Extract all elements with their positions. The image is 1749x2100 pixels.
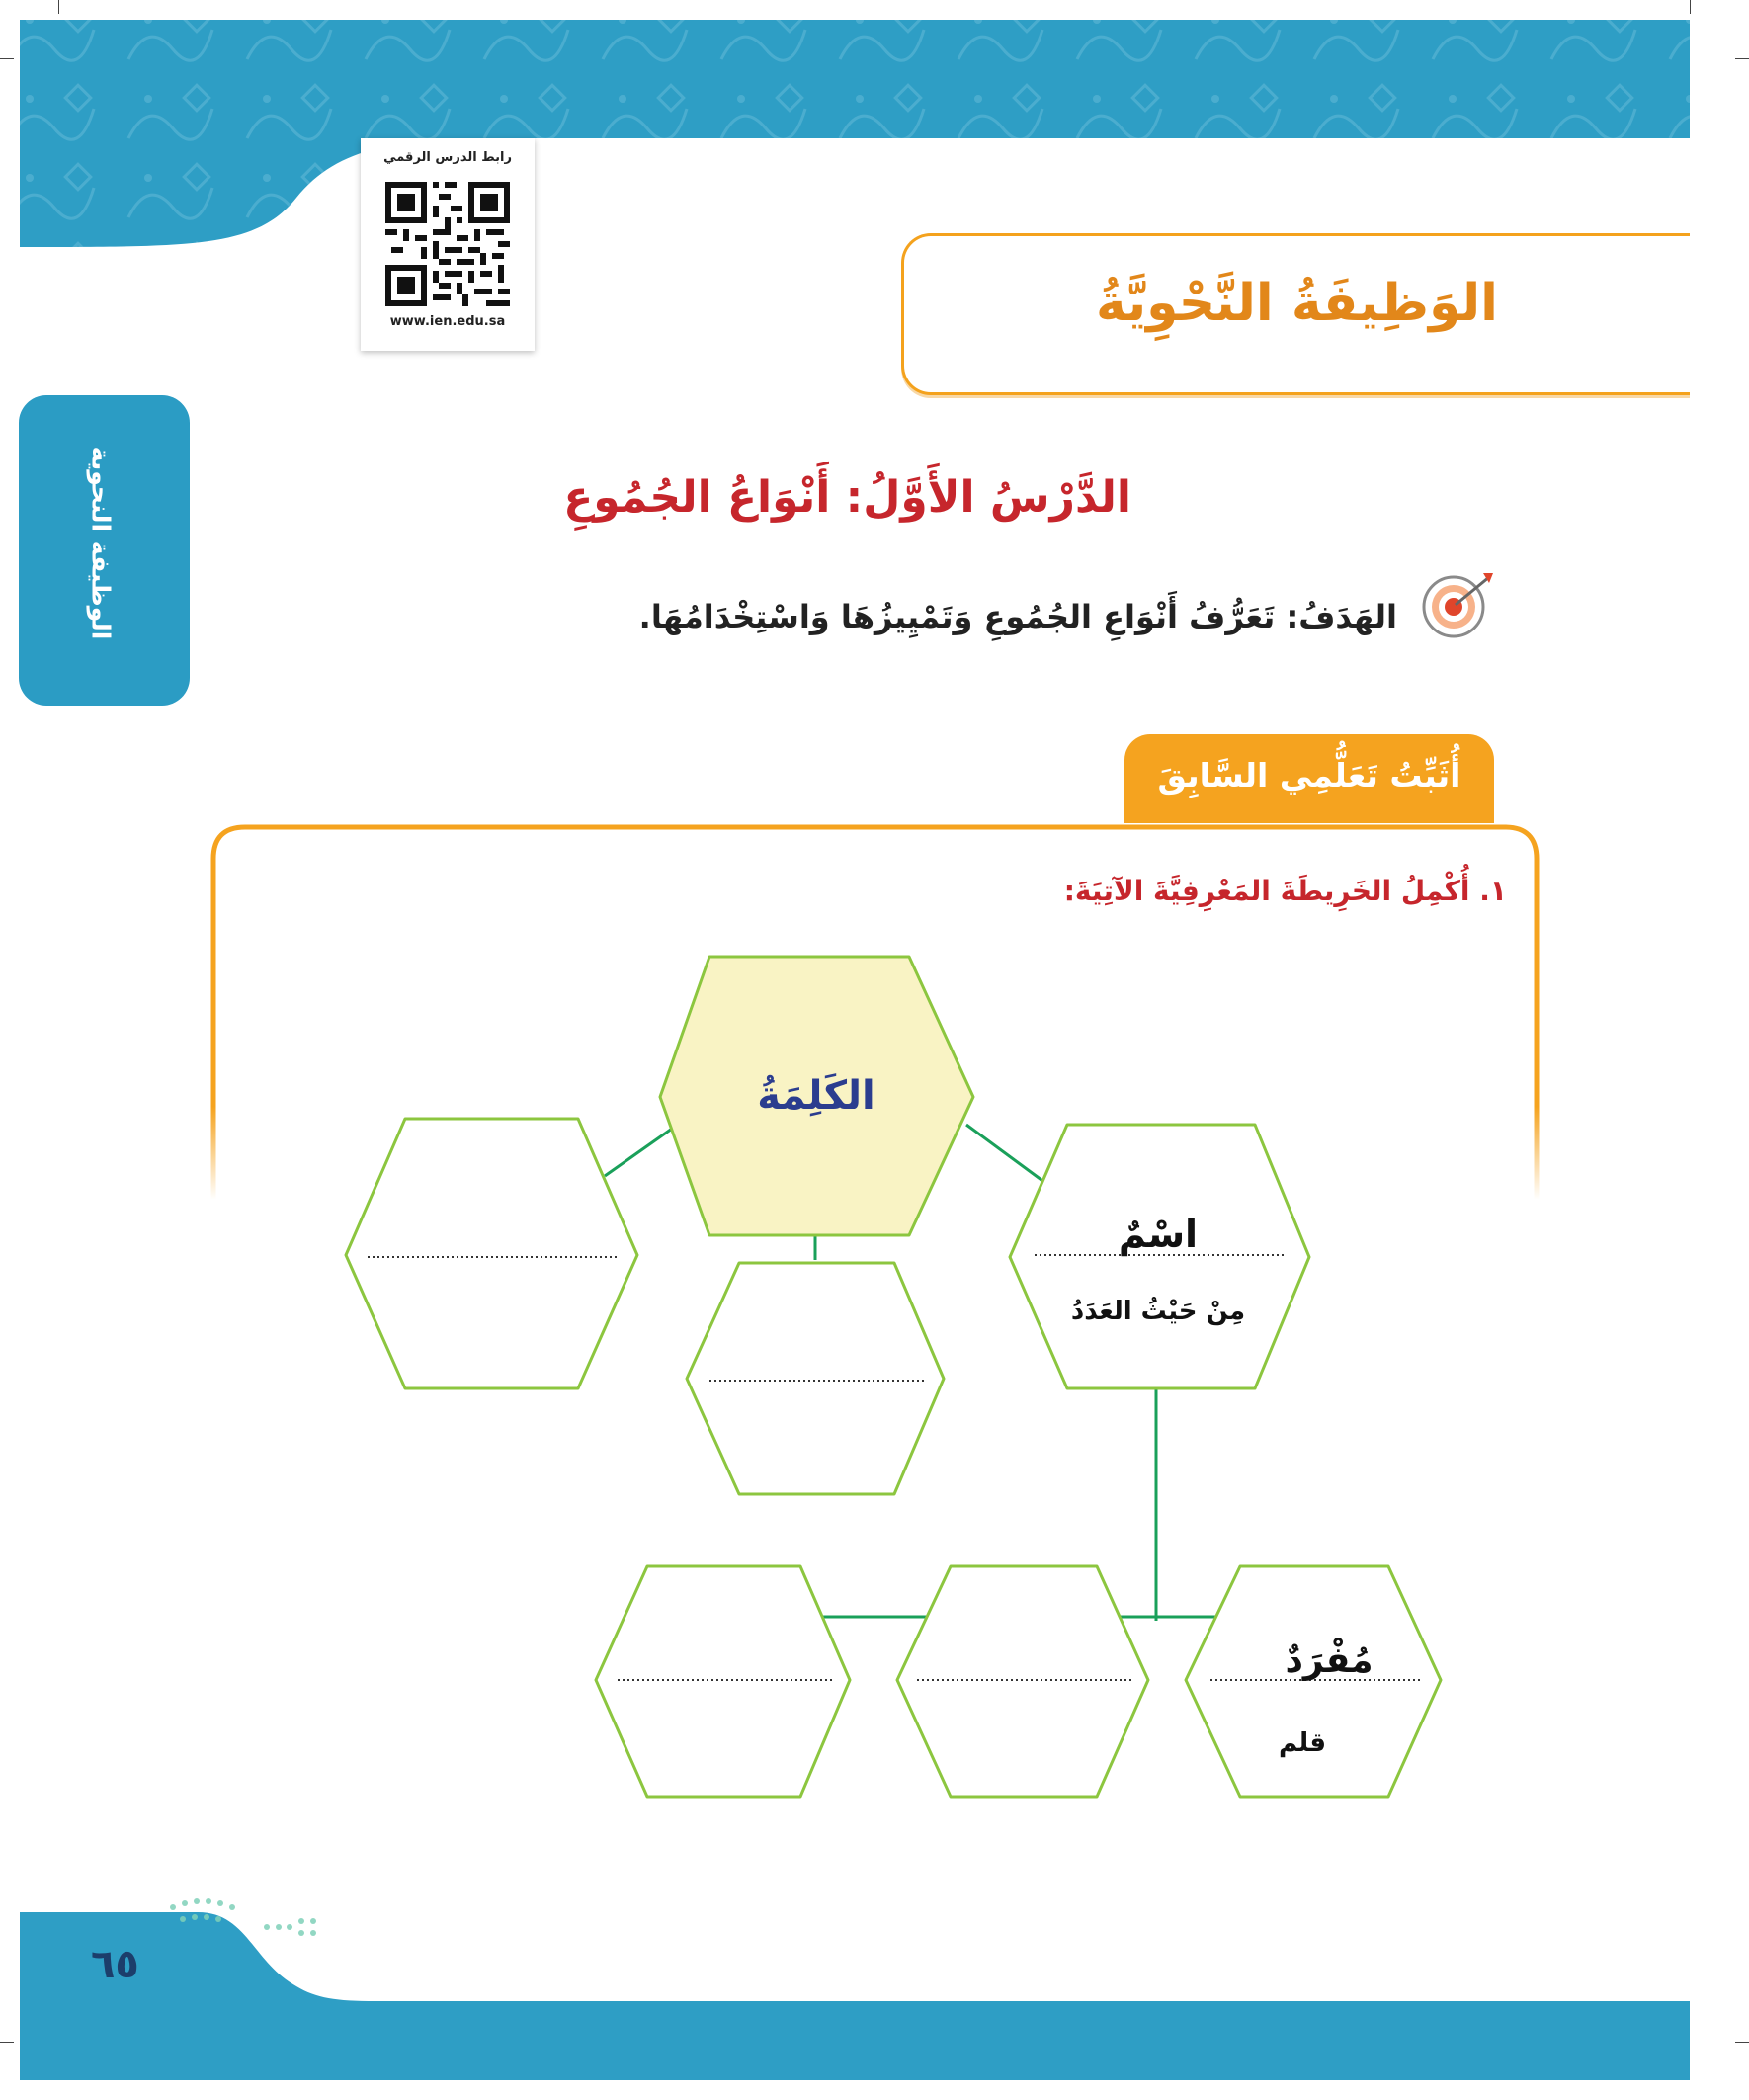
noun-word: اسْمٌ: [1118, 1213, 1199, 1256]
singular-word: مُفْرَدٌ: [1285, 1640, 1374, 1681]
unit-title: الوَظِيفَةُ النَّحْوِيَّةُ: [1096, 274, 1498, 333]
singular-example: قلم: [1278, 1728, 1327, 1758]
noun-subtitle: مِنْ حَيْثُ العَدَدُ: [1070, 1297, 1246, 1326]
page-number: ٦٥: [91, 1942, 139, 1987]
qr-url[interactable]: www.ien.edu.sa: [389, 314, 506, 329]
exercise-instruction: ١. أُكْمِلُ الخَرِيطَةَ المَعْرِفِيَّةَ الآتِيَةَ:: [1063, 875, 1507, 907]
lesson-title: الدَّرْسُ الأَوَّلُ: أَنْوَاعُ الجُمُوعِ: [563, 472, 1131, 523]
side-tab-label: الوظيفة النحوية: [86, 446, 116, 640]
goal-label: الهَدَفُ:: [1286, 598, 1397, 635]
section-label: أُثَبِّتُ تَعَلُّمِي السَّابِقَ: [1157, 756, 1461, 795]
qr-title: رابط الدرس الرقمي: [383, 150, 512, 165]
center-word: الكَلِمَةُ: [757, 1073, 875, 1119]
goal-text: تَعَرُّفُ أَنْوَاعِ الجُمُوعِ وَتَمْيِيزُهَا وَاسْتِخْدَامُهَا.: [638, 598, 1276, 635]
